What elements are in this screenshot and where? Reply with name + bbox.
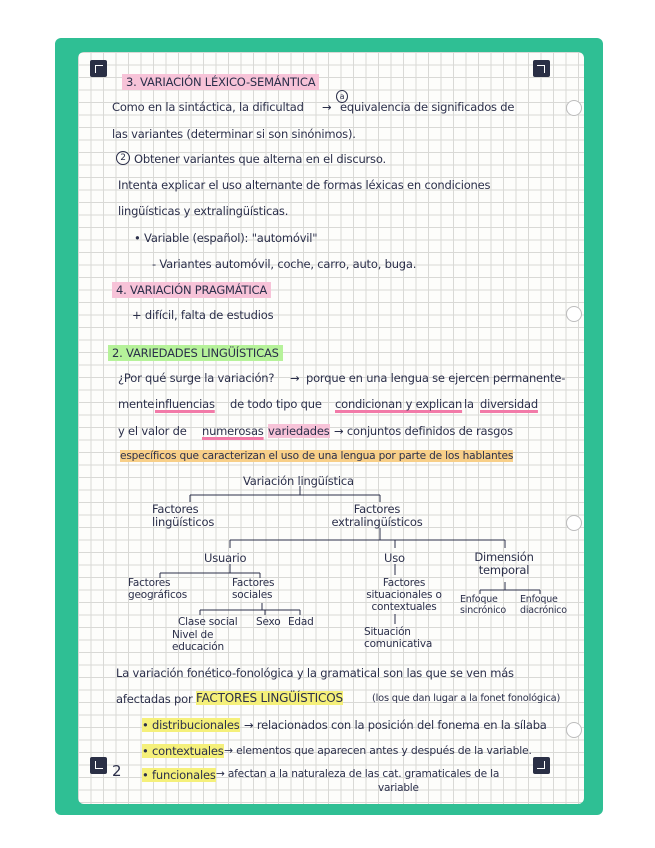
- arrow-icon: →: [322, 100, 332, 114]
- sec3-line1a: Como en la sintáctica, la dificultad: [112, 100, 304, 114]
- circle-a-marker: a: [336, 90, 348, 103]
- sec3-line4: Intenta explicar el uso alternante de formas léxicas en condiciones: [118, 178, 491, 192]
- bottom-line2b: FACTORES LINGÜÍSTICOS: [196, 691, 343, 705]
- line3-d: → conjuntos definidos de rasgos: [334, 424, 513, 438]
- bullet-contextuales-desc: → elementos que aparecen antes y después de la variable.: [224, 744, 532, 757]
- bottom-line2a: afectadas por: [116, 692, 193, 706]
- page-number: 2: [112, 762, 122, 780]
- bullet-distribucionales-desc: → relacionados con la posición del fonema en la sílaba: [244, 718, 547, 732]
- line2-b: influencias: [155, 397, 215, 411]
- variedades-heading: 2. VARIEDADES LINGÜÍSTICAS: [108, 345, 283, 361]
- bullet-distribucionales: • distribucionales: [142, 718, 240, 732]
- line2-f: diversidad: [480, 397, 538, 411]
- bottom-line1: La variación fonético-fonológica y la gramatical son las que se ven más: [116, 666, 514, 680]
- sec3-line3: Obtener variantes que alterna en el discurso.: [134, 152, 386, 166]
- bullet-funcionales-desc: → afectan a la naturaleza de las cat. gramaticales de la: [216, 768, 500, 780]
- tree-factores-sociales: Factores sociales: [232, 577, 275, 601]
- tree-clase-social: Clase social: [178, 616, 238, 628]
- sec3-bullet2: - Variantes automóvil, coche, carro, auto, buga.: [152, 257, 417, 271]
- line2-a: mente: [118, 397, 155, 411]
- bullet-contextuales: • contextuales: [142, 744, 224, 758]
- line3-c: variedades: [268, 424, 330, 438]
- arrow-icon: →: [290, 371, 300, 385]
- tree-enfoque-sincronico: Enfoque sincrónico: [460, 594, 507, 616]
- question-part-a: ¿Por qué surge la variación?: [118, 371, 275, 385]
- tree-situacion-comunicativa: Situación comunicativa: [364, 626, 433, 650]
- tree-factores-geograficos: Factores geográficos: [128, 577, 188, 601]
- section-3-heading: 3. VARIACIÓN LÉXICO-SEMÁNTICA: [122, 74, 319, 90]
- tree-sexo: Sexo: [256, 616, 281, 628]
- tree-uso: Uso: [384, 551, 405, 565]
- tree-enfoque-diacronico: Enfoque diacrónico: [520, 594, 567, 616]
- tree-usuario: Usuario: [204, 551, 247, 565]
- line2-e: la: [464, 397, 474, 411]
- sec3-line5: lingüísticas y extralingüísticas.: [118, 204, 289, 218]
- section-4-heading: 4. VARIACIÓN PRAGMÁTICA: [112, 282, 271, 298]
- line3-a: y el valor de: [118, 424, 187, 438]
- tree-factores-extralinguisticos: Factores extralingüísticos: [331, 502, 423, 529]
- sec3-line1b: equivalencia de significados de: [340, 100, 515, 114]
- bullet-funcionales-cont: variable: [378, 782, 419, 794]
- circle-2-marker: 2: [116, 151, 130, 165]
- line3-b: numerosas: [202, 424, 264, 438]
- bullet-funcionales: • funcionales: [142, 768, 216, 782]
- sec3-bullet1: • Variable (español): "automóvil": [134, 231, 318, 245]
- tree-root: Variación lingüística: [243, 474, 354, 488]
- question-part-b: porque en una lengua se ejercen permanente-: [306, 371, 566, 385]
- bottom-line2c: (los que dan lugar a la fonet fonológica): [372, 693, 561, 704]
- sec4-line1: + difícil, falta de estudios: [132, 308, 274, 322]
- tree-dimension-temporal: Dimensión temporal: [474, 550, 534, 577]
- tree-factores-linguisticos: Factores lingüísticos: [152, 502, 215, 529]
- line2-d: condicionan y explican: [335, 397, 463, 411]
- tree-factores-situacionales: Factores situacionales o contextuales: [366, 577, 442, 613]
- line4: específicos que caracterizan el uso de una lengua por parte de los hablantes: [120, 450, 514, 462]
- line2-c: de todo tipo que: [230, 397, 322, 411]
- sec3-line2: las variantes (determinar si son sinónimos).: [112, 127, 356, 141]
- tree-edad: Edad: [288, 616, 314, 628]
- tree-nivel-educacion: Nivel de educación: [172, 629, 224, 653]
